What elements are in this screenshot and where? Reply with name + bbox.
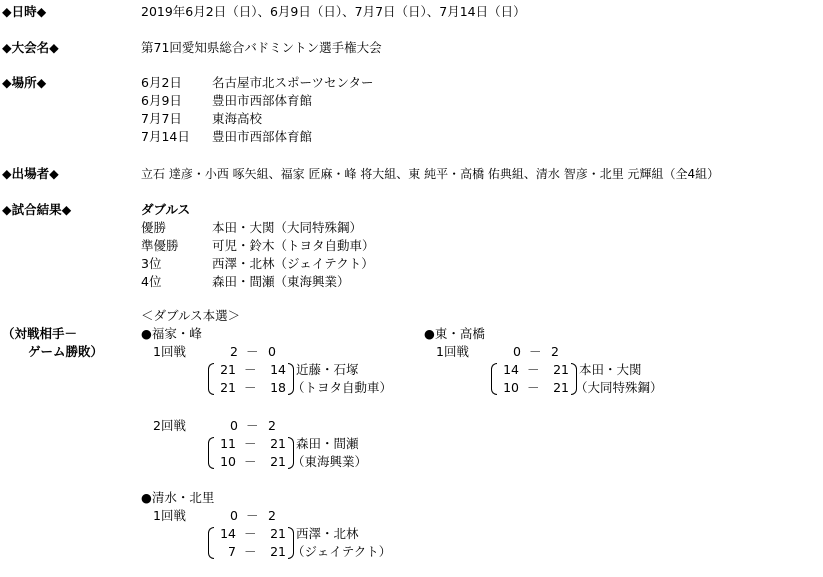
venue-date: 7月7日 xyxy=(141,111,182,126)
players-value: 立石 達彦・小西 啄矢組、福家 匠麻・峰 将大組、東 純平・高橋 佑典組、清水 智彦・北里 元輝組（全4組） xyxy=(141,167,720,181)
game-score: 18 xyxy=(270,380,286,395)
match-round: 1回戦 xyxy=(153,344,186,359)
venue-date: 7月14日 xyxy=(141,129,190,144)
draw-side-label: ゲーム勝敗） xyxy=(28,344,104,359)
game-score: 21 xyxy=(220,362,236,377)
opponent-name: 近藤・石塚 xyxy=(296,362,359,377)
dash: － xyxy=(244,454,257,469)
event-label: ◆大会名◆ xyxy=(2,40,59,55)
game-score: 21 xyxy=(220,380,236,395)
pair-name: ●福家・峰 xyxy=(141,326,202,341)
result-team: 森田・間瀬（東海興業） xyxy=(212,274,350,289)
opponent-name: 本田・大関 xyxy=(579,362,642,377)
dash: － xyxy=(244,526,257,541)
match-sets: 0 xyxy=(268,344,276,359)
result-rank: 準優勝 xyxy=(141,238,179,253)
players-label: ◆出場者◆ xyxy=(2,166,59,181)
result-team: 本田・大関（大同特殊鋼） xyxy=(212,220,363,235)
match-round: 1回戦 xyxy=(153,508,186,523)
venue-place: 豊田市西部体育館 xyxy=(212,129,313,144)
venue-date: 6月9日 xyxy=(141,93,182,108)
dash: － xyxy=(244,362,257,377)
opponent-team: （大同特殊鋼） xyxy=(575,380,663,395)
game-score: 21 xyxy=(553,380,569,395)
game-score: 14 xyxy=(220,526,236,541)
game-score: 21 xyxy=(270,544,286,559)
dash: － xyxy=(246,418,259,433)
result-team: 可児・鈴木（トヨタ自動車） xyxy=(212,238,375,253)
dash: － xyxy=(527,362,540,377)
match-sets: 2 xyxy=(268,508,276,523)
opponent-team: （東海興業） xyxy=(292,454,368,469)
game-score: 10 xyxy=(220,454,236,469)
opponent-team: （ジェイテクト） xyxy=(292,544,392,559)
dash: － xyxy=(246,508,259,523)
game-score: 10 xyxy=(503,380,519,395)
match-sets: 0 xyxy=(513,344,521,359)
result-team: 西澤・北林（ジェイテクト） xyxy=(212,256,374,271)
venue-place: 豊田市西部体育館 xyxy=(212,93,313,108)
pair-name: ●清水・北里 xyxy=(141,490,215,505)
date-label: ◆日時◆ xyxy=(2,4,47,19)
game-score: 7 xyxy=(228,544,236,559)
game-score: 21 xyxy=(270,436,286,451)
result-rank: 優勝 xyxy=(141,220,167,235)
game-score: 21 xyxy=(270,454,286,469)
dash: － xyxy=(527,380,540,395)
result-rank: 3位 xyxy=(141,256,162,271)
draw-side-label: （対戦相手－ xyxy=(2,326,78,341)
event-value: 第71回愛知県総合バドミントン選手権大会 xyxy=(141,40,382,55)
dash: － xyxy=(246,344,259,359)
match-sets: 2 xyxy=(551,344,559,359)
venue-place: 名古屋市北スポーツセンター xyxy=(212,75,374,90)
venue-date: 6月2日 xyxy=(141,75,182,90)
venue-place: 東海高校 xyxy=(212,111,263,126)
game-score: 14 xyxy=(270,362,286,377)
game-score: 11 xyxy=(220,436,236,451)
opponent-team: （トヨタ自動車） xyxy=(292,380,393,395)
match-sets: 2 xyxy=(268,418,276,433)
dash: － xyxy=(529,344,542,359)
dash: － xyxy=(244,436,257,451)
date-value: 2019年6月2日（日）、6月9日（日）、7月7日（日）、7月14日（日） xyxy=(141,4,526,19)
match-round: 2回戦 xyxy=(153,418,186,433)
opponent-name: 西澤・北林 xyxy=(296,526,359,541)
pair-name: ●東・高橋 xyxy=(424,326,485,341)
result-rank: 4位 xyxy=(141,274,162,289)
match-sets: 0 xyxy=(230,508,238,523)
game-score: 21 xyxy=(553,362,569,377)
venue-label: ◆場所◆ xyxy=(2,75,47,90)
match-sets: 2 xyxy=(230,344,238,359)
game-score: 14 xyxy=(503,362,519,377)
game-score: 21 xyxy=(270,526,286,541)
match-round: 1回戦 xyxy=(436,344,469,359)
dash: － xyxy=(244,380,257,395)
dash: － xyxy=(244,544,257,559)
results-label: ◆試合結果◆ xyxy=(2,202,72,217)
results-category: ダブルス xyxy=(141,202,191,217)
opponent-name: 森田・間瀬 xyxy=(296,436,359,451)
draw-title: ＜ダブルス本選＞ xyxy=(141,308,241,323)
match-sets: 0 xyxy=(230,418,238,433)
